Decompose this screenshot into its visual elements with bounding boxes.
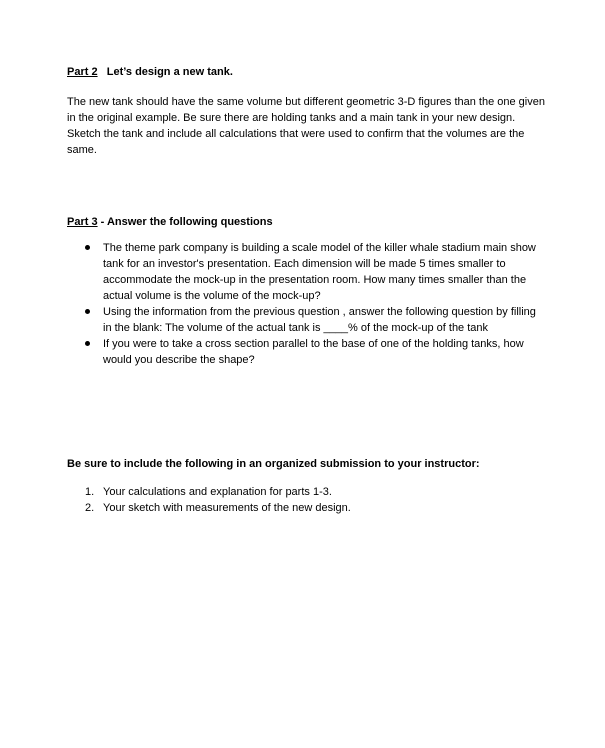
submission-heading: Be sure to include the following in an organized submission to your instructor:: [67, 458, 480, 470]
submission-item: [67, 500, 545, 516]
part2-heading: [67, 64, 545, 80]
part2-title: Let’s design a new tank.: [106, 66, 233, 78]
question-text: Using the information from the previous question , answer the following question by filling in the blank: The volume of the actual tank is ____% of the mock-up of the tank: [103, 306, 536, 334]
item-number: 2.: [85, 502, 95, 514]
part2-label: Part 2: [67, 66, 98, 78]
bullet-dot-icon: [85, 240, 97, 256]
item-number: 1.: [85, 486, 95, 498]
part3-section: [67, 214, 545, 368]
part2-section: [67, 64, 545, 158]
bullet-dot-icon: [85, 336, 97, 352]
question-item: [67, 304, 545, 336]
submission-list: [67, 484, 545, 516]
question-text: If you were to take a cross section parallel to the base of one of the holding tanks, how would you describe the shape?: [103, 338, 524, 366]
part3-title: - Answer the following questions: [97, 216, 273, 228]
part3-question-list: [67, 240, 545, 368]
submission-section: [67, 456, 545, 516]
part3-heading: [67, 214, 545, 230]
submission-item: [67, 484, 545, 500]
submission-item-text: Your calculations and explanation for parts 1-3.: [103, 486, 332, 498]
part2-body: The new tank should have the same volume but different geometric 3-D figures than the one given in the original example. Be sure there are holding tanks and a main tank in your new design. Sketch the tank and include all calculations that were used to confirm that the volumes are the same.: [67, 96, 545, 156]
submission-item-text: Your sketch with measurements of the new design.: [103, 502, 351, 514]
question-item: [67, 336, 545, 368]
question-item: [67, 240, 545, 304]
part3-label: Part 3: [67, 216, 98, 228]
question-text: The theme park company is building a scale model of the killer whale stadium main show tank for an investor's presentation. Each dimension will be made 5 times smaller to accommodate the mock-up in the presentation room. How many times smaller than the actual volume is the volume of the mock-up?: [103, 242, 536, 302]
bullet-dot-icon: [85, 304, 97, 320]
